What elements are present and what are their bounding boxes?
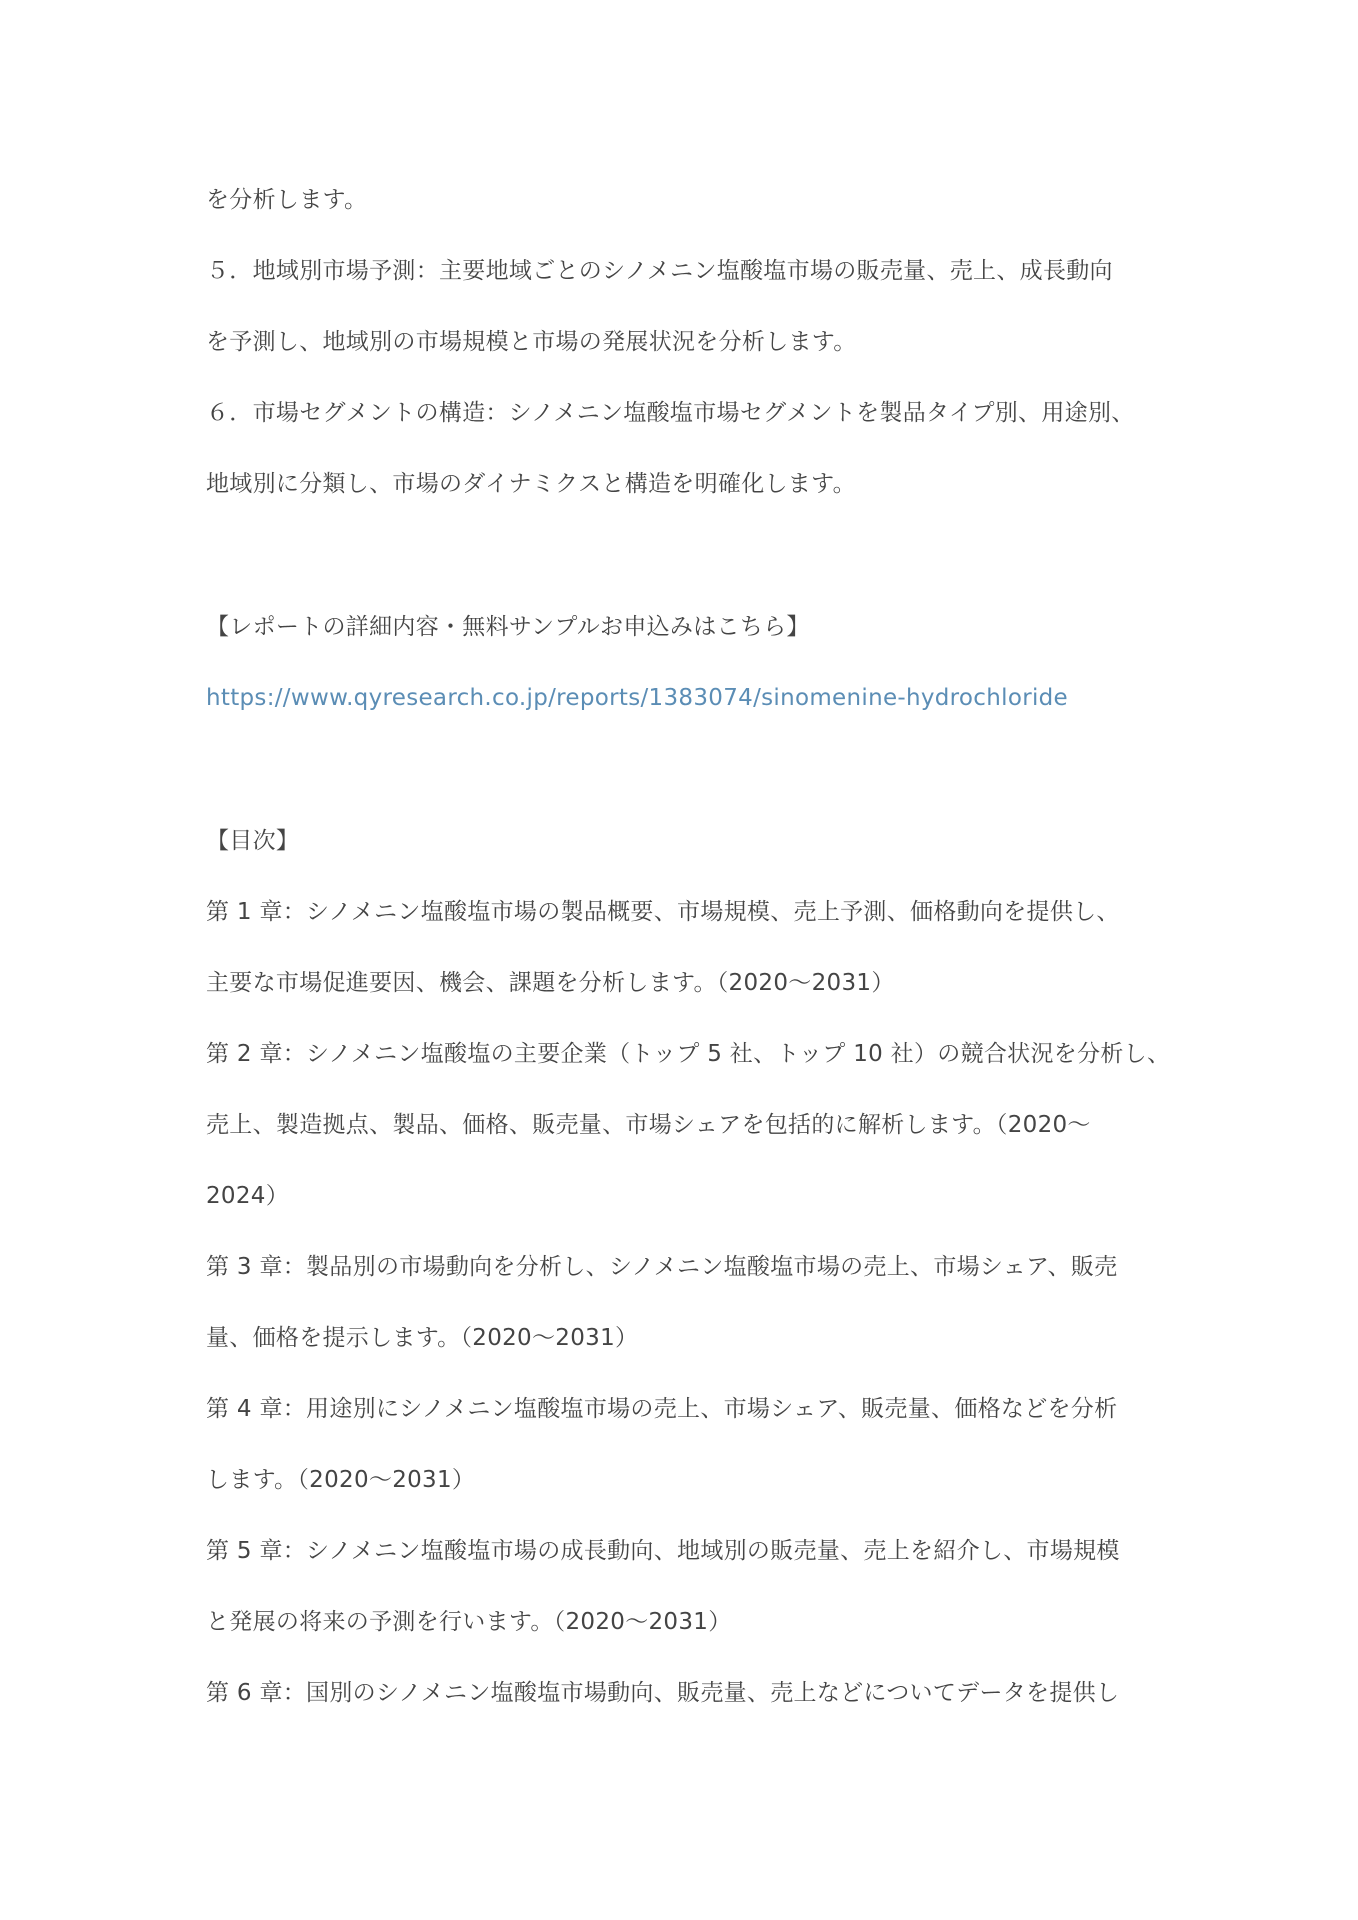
toc-line: 第 2 章：シノメニン塩酸塩の主要企業（トップ 5 社、トップ 10 社）の競合状況を分析し、 [206,1041,1171,1067]
toc-line: 量、価格を提示します。（2020～2031） [206,1325,639,1351]
paragraph-line: 地域別に分類し、市場のダイナミクスと構造を明確化します。 [206,471,856,497]
toc-line: 第 5 章：シノメニン塩酸塩市場の成長動向、地域別の販売量、売上を紹介し、市場規模 [206,1538,1120,1564]
report-heading: 【レポートの詳細内容・無料サンプルお申込みはこちら】 [206,614,810,640]
toc-line: 2024） [206,1183,290,1209]
toc-line: 第 4 章：用途別にシノメニン塩酸塩市場の売上、市場シェア、販売量、価格などを分析 [206,1396,1118,1422]
toc-line: 第 6 章：国別のシノメニン塩酸塩市場動向、販売量、売上などについてデータを提供し [206,1680,1120,1706]
paragraph-line: ５．地域別市場予測：主要地域ごとのシノメニン塩酸塩市場の販売量、売上、成長動向 [206,258,1113,284]
toc-heading: 【目次】 [206,828,300,854]
toc-line: 第 1 章：シノメニン塩酸塩市場の製品概要、市場規模、売上予測、価格動向を提供し、 [206,899,1120,925]
toc-line: と発展の将来の予測を行います。（2020～2031） [206,1609,732,1635]
toc-line: 売上、製造拠点、製品、価格、販売量、市場シェアを包括的に解析します。（2020～ [206,1112,1091,1138]
toc-line: 第 3 章：製品別の市場動向を分析し、シノメニン塩酸塩市場の売上、市場シェア、販売 [206,1254,1118,1280]
report-link[interactable]: https://www.qyresearch.co.jp/reports/1383074/sinomenine-hydrochloride [206,685,1068,711]
toc-line: します。（2020～2031） [206,1467,476,1493]
paragraph-line: を分析します。 [206,187,368,213]
toc-line: 主要な市場促進要因、機会、課題を分析します。（2020～2031） [206,970,895,996]
paragraph-line: を予測し、地域別の市場規模と市場の発展状況を分析します。 [206,329,857,355]
paragraph-line: ６．市場セグメントの構造：シノメニン塩酸塩市場セグメントを製品タイプ別、用途別、 [206,400,1135,426]
